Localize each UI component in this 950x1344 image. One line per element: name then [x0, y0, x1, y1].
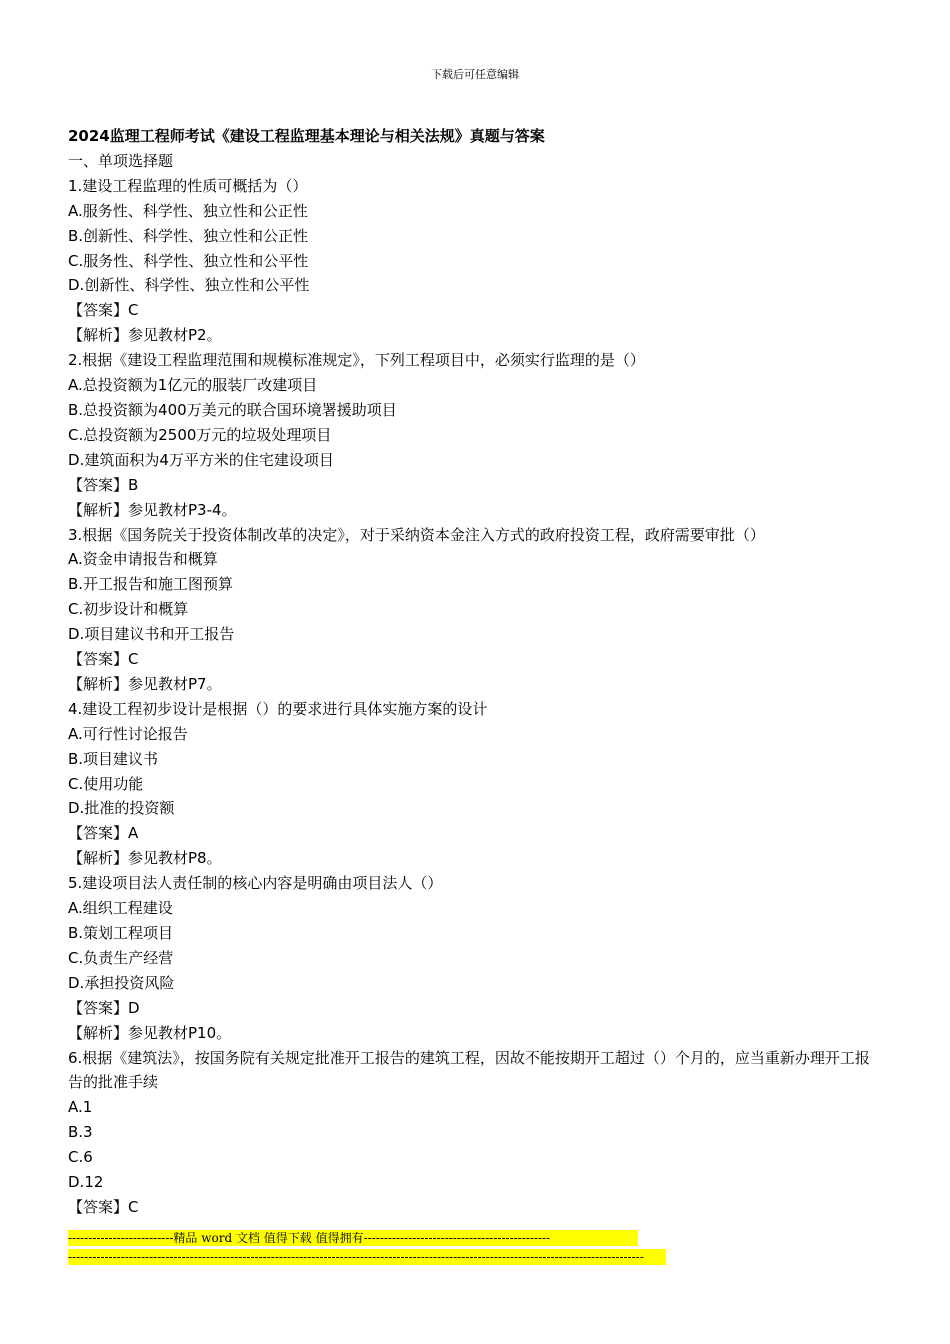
- footer-line-1: --------------------------精品 word 文档 值得下载 值得拥有----------------------------------------------: [68, 1230, 638, 1246]
- option-d: D.承担投资风险: [68, 973, 175, 992]
- option-c: C.负责生产经营: [68, 948, 174, 967]
- answer: 【答案】D: [68, 998, 140, 1017]
- section-heading: 一、单项选择题: [68, 151, 174, 170]
- question-stem: 6.根据《建筑法》，按国务院有关规定批准开工报告的建筑工程，因故不能按期开工超过（）个月的，应当重新办理开工报告的批准手续: [68, 1048, 870, 1092]
- answer: 【答案】C: [68, 301, 139, 320]
- question-block: [68, 697, 883, 871]
- option-d: D.创新性、科学性、独立性和公平性: [68, 276, 310, 295]
- option-d: D.建筑面积为4万平方米的住宅建设项目: [68, 450, 334, 469]
- question-stem: 1.建设工程监理的性质可概括为（）: [68, 176, 308, 195]
- option-d: D.12: [68, 1173, 104, 1192]
- option-d: D.批准的投资额: [68, 799, 175, 818]
- analysis: 【解析】参见教材P3-4。: [68, 500, 237, 519]
- option-b: B.开工报告和施工图预算: [68, 575, 234, 594]
- option-b: B.项目建议书: [68, 749, 159, 768]
- answer: 【答案】C: [68, 1197, 139, 1216]
- option-d: D.项目建议书和开工报告: [68, 625, 235, 644]
- option-a: A.服务性、科学性、独立性和公正性: [68, 201, 308, 220]
- question-stem: 5.建设项目法人责任制的核心内容是明确由项目法人（）: [68, 874, 443, 893]
- option-b: B.3: [68, 1123, 93, 1142]
- option-c: C.服务性、科学性、独立性和公平性: [68, 251, 309, 270]
- option-a: A.资金申请报告和概算: [68, 550, 218, 569]
- option-c: C.初步设计和概算: [68, 600, 189, 619]
- question-block: [68, 174, 883, 348]
- option-b: B.策划工程项目: [68, 924, 174, 942]
- question-stem: 2.根据《建设工程监理范围和规模标准规定》，下列工程项目中，必须实行监理的是（）: [68, 351, 645, 370]
- option-c: C.使用功能: [68, 774, 144, 793]
- question-block: [68, 1046, 883, 1220]
- option-b: B.创新性、科学性、独立性和公正性: [68, 226, 309, 245]
- analysis: 【解析】参见教材P2。: [68, 326, 222, 345]
- answer: 【答案】C: [68, 650, 139, 669]
- question-stem: 4.建设工程初步设计是根据（）的要求进行具体实施方案的设计: [68, 699, 488, 718]
- option-a: A.总投资额为1亿元的服装厂改建项目: [68, 376, 318, 395]
- option-c: C.6: [68, 1148, 93, 1167]
- analysis: 【解析】参见教材P8。: [68, 849, 222, 868]
- footer-banner: [68, 1230, 666, 1268]
- question-block: [68, 523, 883, 697]
- question-block: [68, 348, 883, 522]
- analysis: 【解析】参见教材P10。: [68, 1023, 232, 1042]
- analysis: 【解析】参见教材P7。: [68, 674, 222, 693]
- header-note: 下载后可任意编辑: [431, 68, 519, 81]
- option-a: A.可行性讨论报告: [68, 724, 188, 743]
- option-c: C.总投资额为2500万元的垃圾处理项目: [68, 425, 332, 444]
- option-a: A.组织工程建设: [68, 899, 173, 918]
- answer: 【答案】A: [68, 824, 139, 843]
- option-a: A.1: [68, 1098, 93, 1117]
- answer: 【答案】B: [68, 475, 139, 494]
- footer-line-2: ----------------------------------------------------------------------------------------------------------------------------------------------: [68, 1249, 666, 1265]
- document-body: [68, 124, 883, 1220]
- question-stem: 3.根据《国务院关于投资体制改革的决定》，对于采纳资本金注入方式的政府投资工程，政府需要审批（）: [68, 525, 765, 544]
- document-title: 2024监理工程师考试《建设工程监理基本理论与相关法规》真题与答案: [68, 127, 545, 145]
- question-block: [68, 871, 883, 1045]
- option-b: B.总投资额为400万美元的联合国环境署援助项目: [68, 400, 397, 419]
